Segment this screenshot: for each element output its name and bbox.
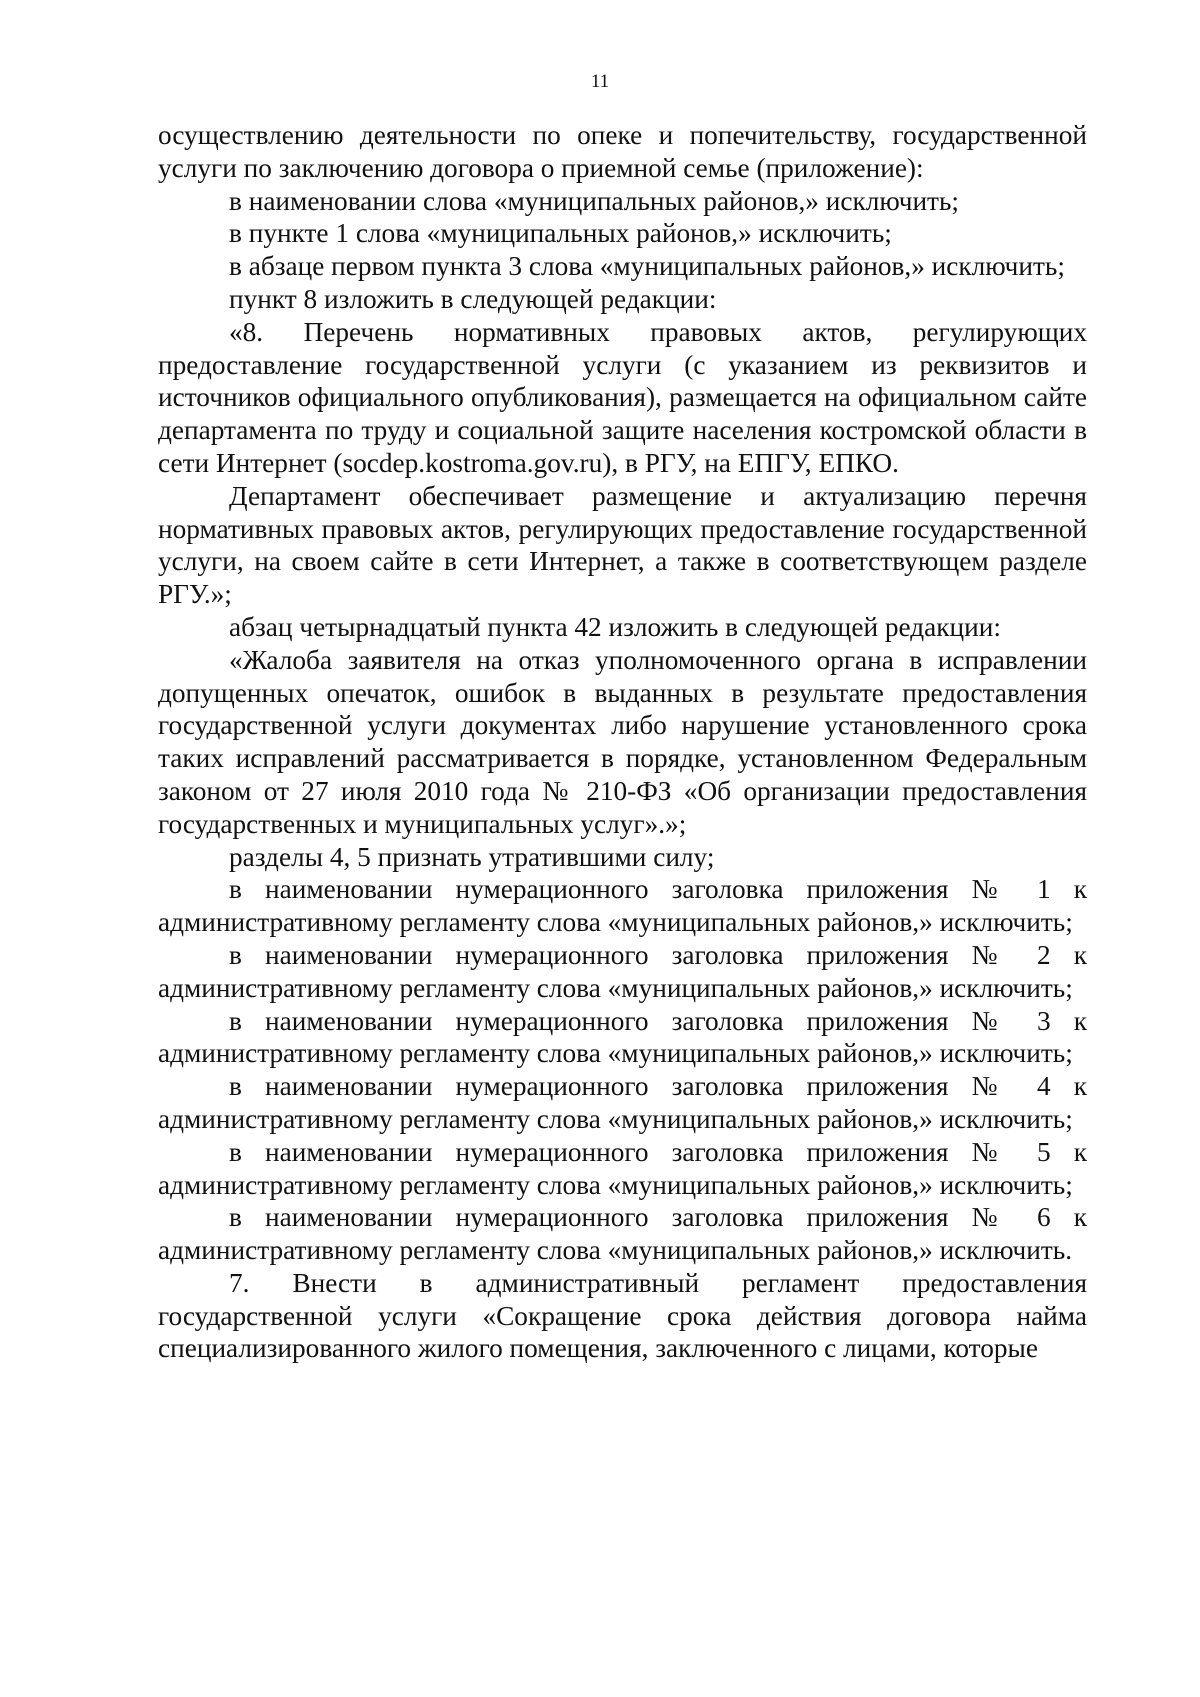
- paragraph: в наименовании нумерационного заголовка приложения № 2 к административному регламенту слова «муниципальных районов,» исключить;: [158, 939, 1087, 1003]
- paragraph: в абзаце первом пункта 3 слова «муниципальных районов,» исключить;: [229, 251, 1065, 282]
- paragraph: пункт 8 изложить в следующей редакции:: [229, 283, 717, 314]
- paragraph: 7. Внести в административный регламент предоставления государственной услуги «Сокращение срока действия договора найма специализированного жилого помещения, заключенного с лицами, которые: [158, 1267, 1087, 1364]
- paragraph: в наименовании нумерационного заголовка приложения № 5 к административному регламенту слова «муниципальных районов,» исключить;: [158, 1136, 1087, 1200]
- paragraph: в наименовании нумерационного заголовка приложения № 6 к административному регламенту слова «муниципальных районов,» исключить.: [158, 1202, 1087, 1266]
- paragraph: осуществлению деятельности по опеке и попечительству, государственной услуги по заключению договора о приемной семье (приложение):: [158, 120, 1087, 183]
- document-body: [158, 119, 1087, 1365]
- paragraph: в наименовании нумерационного заголовка приложения № 3 к административному регламенту слова «муниципальных районов,» исключить;: [158, 1005, 1087, 1069]
- paragraph: в пункте 1 слова «муниципальных районов,» исключить;: [229, 218, 892, 249]
- paragraph: разделы 4, 5 признать утратившими силу;: [229, 841, 715, 872]
- page-number: 11: [590, 71, 610, 92]
- paragraph: в наименовании нумерационного заголовка приложения № 4 к административному регламенту слова «муниципальных районов,» исключить;: [158, 1071, 1087, 1134]
- paragraph: абзац четырнадцатый пункта 42 изложить в следующей редакции:: [229, 611, 1001, 642]
- paragraph: «Жалоба заявителя на отказ уполномоченного органа в исправлении допущенных опечаток, ошибок в выданных в результате предоставления государственной услуги документах либо нарушение установленного срока таких исправлений рассматривается в порядке, установленном Федеральным законом от 27 июля 2010 года № 210-ФЗ «Об организации предоставления государственных и муниципальных услуг».»;: [158, 644, 1087, 839]
- paragraph: «8. Перечень нормативных правовых актов, регулирующих предоставление государственной услуги (с указанием из реквизитов и источников официального опубликования), размещается на официальном сайте департамента по труду и социальной защите населения костромской области в сети Интернет (socdep.kostroma.gov.ru), в РГУ, на ЕПГУ, ЕПКО.: [158, 316, 1087, 478]
- paragraph: в наименовании слова «муниципальных районов,» исключить;: [229, 185, 960, 216]
- paragraph: в наименовании нумерационного заголовка приложения № 1 к административному регламенту слова «муниципальных районов,» исключить;: [158, 874, 1087, 938]
- paragraph: Департамент обеспечивает размещение и актуализацию перечня нормативных правовых актов, регулирующих предоставление государственной услуги, на своем сайте в сети Интернет, а также в соответствующем разделе РГУ.»;: [158, 480, 1087, 610]
